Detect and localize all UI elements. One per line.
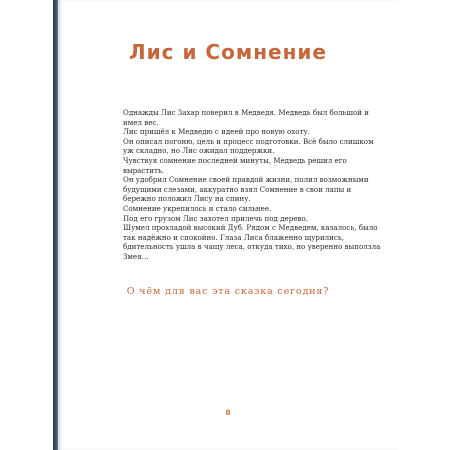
story-title: Лис и Сомнение — [129, 40, 327, 64]
story-paragraph: Лис пришёл к Медведю с идеей про новую охоту. — [123, 127, 310, 137]
story-paragraph: Шумел прохладой высокий Дуб. Рядом с Медведем, казалось, было так надёжно и спокойно. Глаза Лиса блаженно щурились, бдительность ушла в чащу леса, откуда тихо, но уверенно выползла Змея… — [123, 223, 381, 261]
page-number: 8 — [225, 408, 231, 417]
story-paragraph: Под его грузом Лис захотел прилечь под дерево. — [123, 213, 308, 223]
book-page — [58, 0, 398, 450]
story-paragraph: Он описал погоню, цель и процесс подготовки. Всё было слишком уж складно, но Лис ожидал поддержки. — [123, 136, 374, 156]
reflection-question: О чём для вас эта сказка сегодня? — [126, 286, 330, 297]
story-body — [123, 108, 385, 262]
story-paragraph: Чувствуя сомнение последней минуты, Медведь решил его вырастить. — [123, 155, 347, 175]
story-paragraph: Сомнение укрепилось и стало сильнее. — [123, 203, 272, 213]
story-paragraph: Он удобрил Сомнение своей правдой жизни, полил возможными будущими слезами, аккуратно взял Сомнение в свои лапы и бережно положил Лису на спину. — [123, 175, 369, 204]
story-paragraph: Однажды Лис Захар поверил в Медведя. Медведь был большой и имел вес. — [123, 108, 369, 127]
